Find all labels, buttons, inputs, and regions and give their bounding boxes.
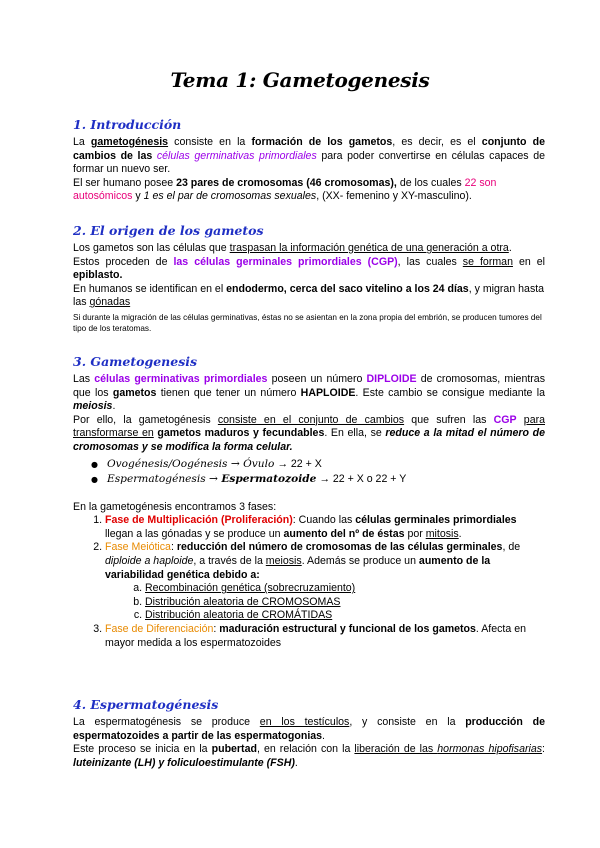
paragraph: Los gametos son las células que traspasan la información genética de una generación a otra.	[73, 242, 512, 254]
list-item: a. Recombinación genética (sobrecruzamiento)	[145, 582, 545, 596]
phase-item: 1. Fase de Multiplicación (Proliferación): Cuando las células germinales primordiales llegan a las gónadas y se produce un aumento del nº de éstas por mitosis.	[105, 514, 545, 541]
list-item: ● Ovogénesis/Oogénesis → Óvulo → 22 + X	[107, 457, 545, 472]
paragraph: La gametogénesis consiste en la formación de los gametos, es decir, es el conjunto de cambios de las células germinativas primordiales para poder convertirse en células capaces de formar un nuevo ser.	[73, 136, 546, 176]
phase-item: 2. Fase Meiótica: reducción del número de cromosomas de las células germinales, de diploide a haploide, a través de la meiosis. Además se produce un aumento de la variabilidad genética debido a: a. Recombinación genética (sobrecruzamiento) b. Distribución aleatoria de CROMOSOMAS c. Distribución aleatoria de CROMÁTIDAS	[105, 541, 545, 623]
paragraph: Las células germinativas primordiales poseen un número DIPLOIDE de cromosomas, mientras que los gametos tienen que tener un número HAPLOIDE. Este cambio se consigue mediante la meiosis.	[73, 373, 545, 413]
variability-list	[105, 582, 545, 623]
section-introduccion	[73, 117, 545, 204]
paragraph: La espermatogénesis se produce en los testículos, y consiste en la producción de espermatozoides a partir de las espermatogonias.	[73, 716, 545, 742]
section-origen-gametos	[73, 223, 545, 334]
phase-item: 3. Fase de Diferenciación: maduración estructural y funcional de los gametos. Afecta en mayor medida a los espermatozoides	[105, 623, 545, 650]
phases-intro: En la gametogénesis encontramos 3 fases:	[73, 500, 277, 513]
list-item: b. Distribución aleatoria de CROMOSOMAS	[145, 596, 545, 610]
paragraph: Este proceso se inicia en la pubertad, en relación con la liberación de las hormonas hipofisarias: luteinizante (LH) y foliculoestimulante (FSH).	[73, 743, 545, 769]
section-gametogenesis	[73, 354, 545, 650]
section-heading: 4. Espermatogénesis	[73, 697, 219, 712]
paragraph: Estos proceden de las células germinales primordiales (CGP), las cuales se forman en el epiblasto.	[73, 255, 545, 282]
paragraph: El ser humano posee 23 pares de cromosomas (46 cromosomas), de los cuales 22 son autosómicos y 1 es el par de cromosomas sexuales, (XX- femenino y XY-masculino).	[73, 176, 497, 203]
phases-list	[73, 514, 545, 650]
list-item: c. Distribución aleatoria de CROMÁTIDAS	[145, 609, 545, 623]
list-item: ● Espermatogénesis → Espermatozoide → 22 + X o 22 + Y	[107, 472, 545, 487]
section-espermatogenesis	[73, 697, 545, 770]
section-heading: 1. Introducción	[73, 117, 182, 132]
paragraph: Por ello, la gametogénesis consiste en el conjunto de cambios que sufren las CGP para transformarse en gametos maduros y fecundables. En ella, se reduce a la mitad el número de cromosomas y se modifica la forma celular.	[73, 413, 546, 453]
page-title: Tema 1: Gametogenesis	[170, 68, 430, 92]
section-heading: 2. El origen de los gametos	[73, 223, 264, 238]
footnote: Si durante la migración de las células germinativas, éstas no se asientan en la zona propia del embrión, se producen tumores del tipo de los teratomas.	[73, 312, 542, 333]
section-heading: 3. Gametogenesis	[73, 354, 198, 369]
paragraph: En humanos se identifican en el endodermo, cerca del saco vitelino a los 24 días, y migran hasta las gónadas	[73, 282, 545, 309]
gametogenesis-bullets	[73, 457, 545, 487]
